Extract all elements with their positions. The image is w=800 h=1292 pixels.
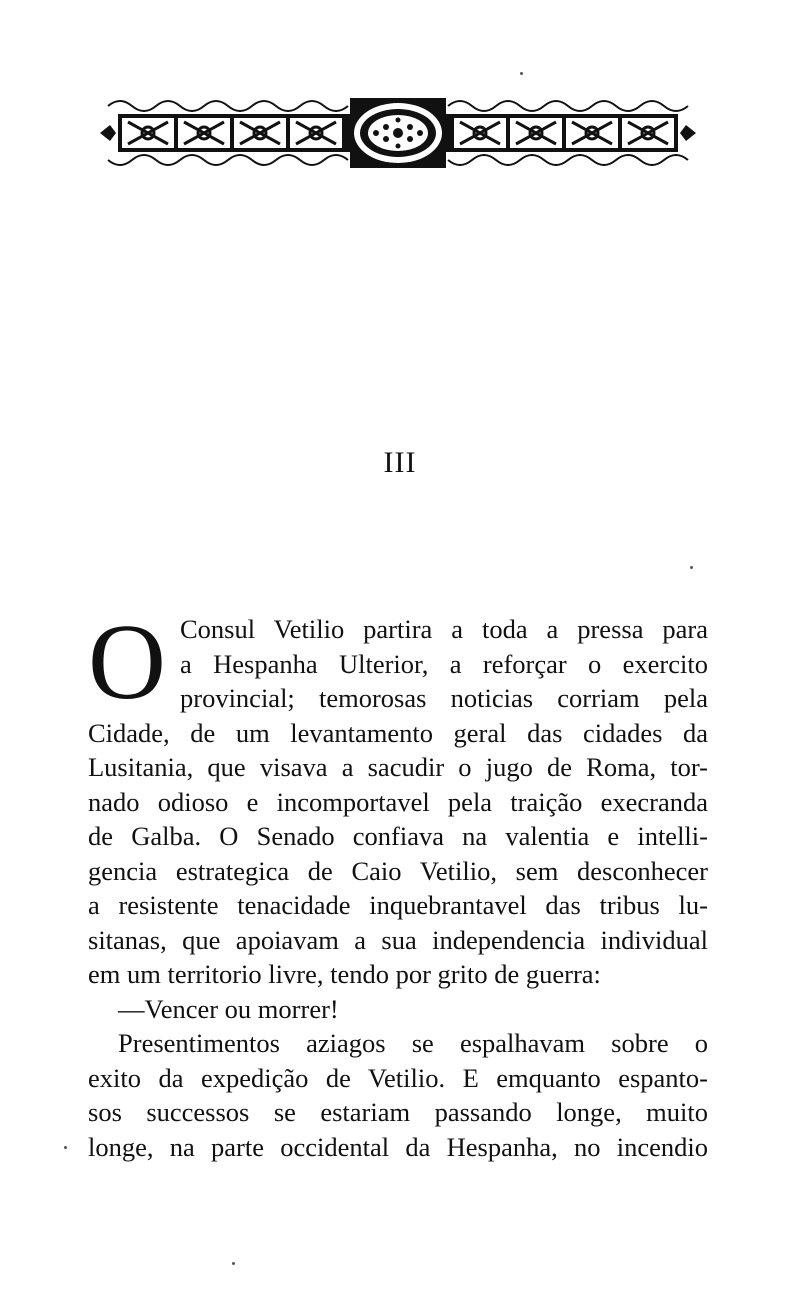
paragraph-line: Lusitania, que visava a sacudir o jugo de Roma, tor- xyxy=(88,752,708,782)
print-speck xyxy=(520,72,523,75)
paragraph-line: a Hespanha Ulterior, a reforçar o exercito xyxy=(180,648,708,679)
paragraph-line: sitanas, que apoiavam a sua independencia individual xyxy=(88,924,708,955)
paragraph-line: a resistente tenacidade inquebrantavel das tribus lu- xyxy=(88,890,708,920)
decorative-header-ornament xyxy=(100,92,696,174)
paragraph-line: de Galba. O Senado confiava na valentia e intelli- xyxy=(88,821,708,851)
paragraph-line: em um territorio livre, tendo por grito de guerra: xyxy=(88,959,601,989)
paragraph-line: gencia estrategica de Caio Vetilio, sem desconhecer xyxy=(88,855,708,886)
paragraph-line: Presentimentos aziagos se espalhavam sobre o xyxy=(118,1028,708,1058)
print-speck xyxy=(690,566,693,569)
chapter-number: III xyxy=(383,446,417,479)
paragraph-line: Cidade, de um levantamento geral das cidades da xyxy=(88,717,708,748)
print-speck xyxy=(64,1146,67,1149)
paragraph-line: longe, na parte occidental da Hespanha, no incendio xyxy=(88,1131,708,1162)
paragraph-line: Consul Vetilio partira a toda a pressa para xyxy=(180,614,708,644)
print-speck xyxy=(232,1262,235,1265)
paragraph-line: sos successos se estariam passando longe, muito xyxy=(88,1097,708,1127)
paragraph-line: nado odioso e incomportavel pela traição execranda xyxy=(88,786,708,817)
paragraph-line: exito da expedição de Vetilio. E emquanto espanto- xyxy=(88,1062,708,1093)
drop-cap: O xyxy=(88,603,166,722)
paragraph-line: provincial; temorosas noticias corriam pela xyxy=(180,683,708,713)
dialogue-line: —Vencer ou morrer! xyxy=(118,993,339,1024)
chapter-body xyxy=(88,603,708,1164)
